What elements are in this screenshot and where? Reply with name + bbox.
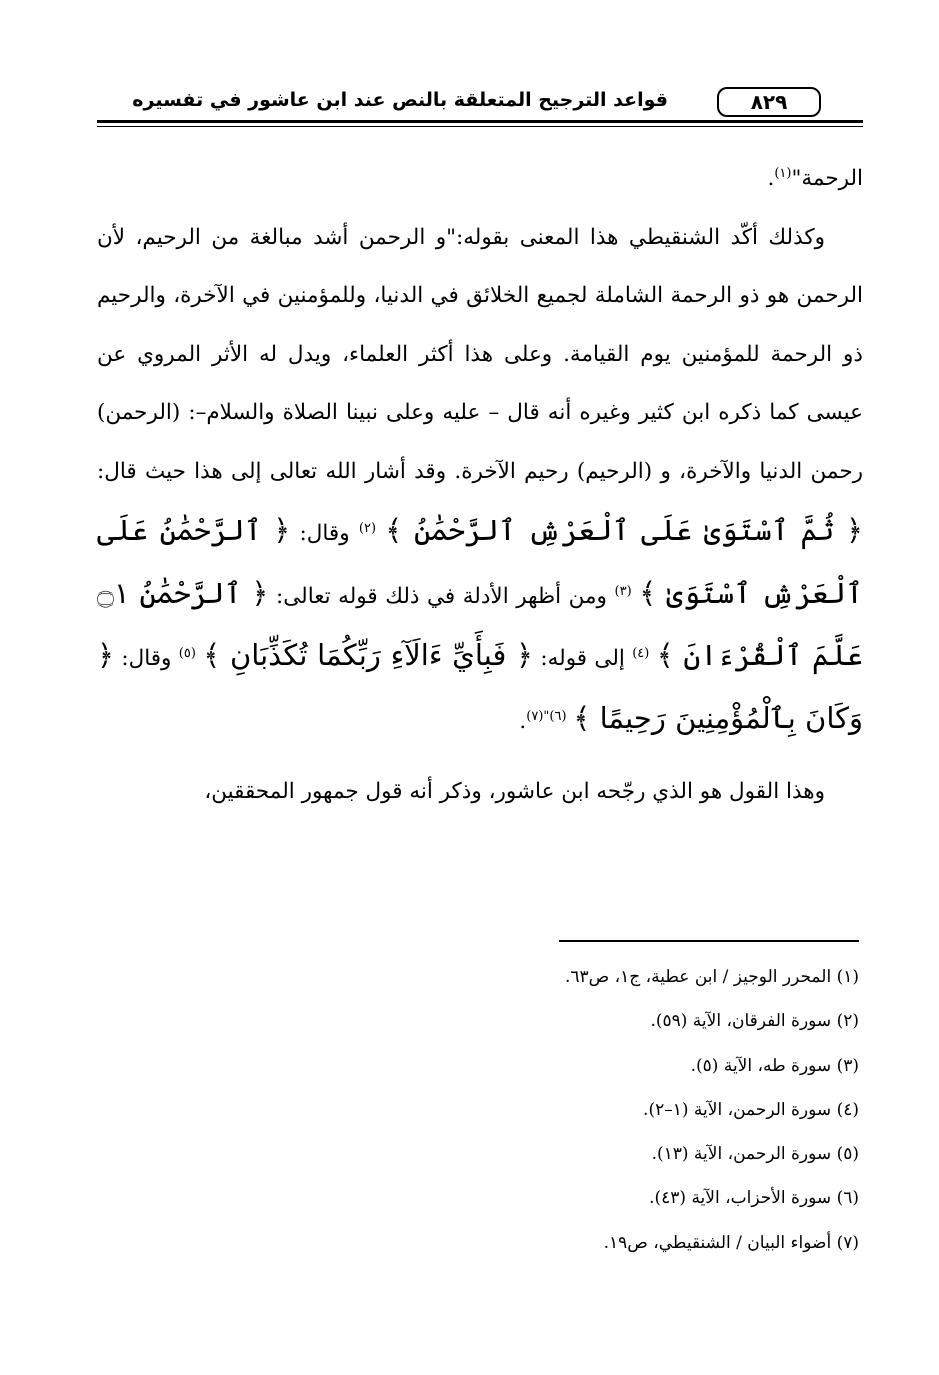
footnote-1: (١) المحرر الوجيز / ابن عطية، ج١، ص٦٣. (564, 967, 859, 987)
paragraph-2-text-a: وكذلك أكّد الشنقيطي هذا المعنى بقوله:"و الرحمن أشد مبالغة من الرحيم، لأن الرحمن هو ذو الرحمة الشاملة لجميع الخلائق في الدنيا، وللمؤمنين في الآخرة، والرحيم ذو الرحمة للمؤمنين يوم القيامة. وعلى هذا أكثر العلماء، ويدل له الأثر المروي عن عيسى كما ذكره ابن كثير وغيره أنه قال – عليه وعلى نبينا الصلاة والسلام–: (الرحمن) رحمن الدنيا والآخرة، و (الرحيم) رحيم الآخرة. وقد أشار الله تعالى إلى هذا حيث قال: (97, 224, 863, 484)
paragraph-1 (97, 150, 863, 209)
quran-verse-4: ﴿ فَبِأَيِّ ءَالَآءِ رَبِّكُمَا تُكَذِّبَانِ ﴾ (203, 638, 534, 672)
header-title: قواعد الترجيح المتعلقة بالنص عند ابن عاشور في تفسيره (132, 89, 668, 111)
footnote-ref-4: (٤) (632, 645, 650, 661)
running-header (97, 86, 863, 134)
paragraph-2-text-d: إلى قوله: (540, 646, 625, 671)
paragraph-2-text-c: ومن أظهر الأدلة في ذلك قوله تعالى: (276, 583, 607, 609)
footnote-4: (٤) سورة الرحمن، الآية (١–٢). (643, 1099, 859, 1120)
footnote-3: (٣) سورة طه، الآية (٥). (690, 1055, 859, 1076)
paragraph-2-end: . (519, 708, 527, 734)
paragraph-3 (97, 763, 863, 822)
header-rule-thin (97, 126, 863, 127)
paragraph-1-end: . (767, 166, 775, 191)
footnote-5: (٥) سورة الرحمن، الآية (١٣). (651, 1144, 859, 1165)
paragraph-3-text: وهذا القول هو الذي رجّحه ابن عاشور، وذكر أنه قول جمهور المحققين، (204, 779, 825, 804)
footnote-6: (٦) سورة الأحزاب، الآية (٤٣). (649, 1188, 859, 1209)
footnote-ref-1: (١) (774, 165, 792, 181)
footnote-ref-6-7: (٦)"(٧) (526, 708, 567, 724)
quran-verse-2: ﴿ ٱلرَّحْمَٰنُ عَلَى ٱلْعَرْشِ ٱسْتَوَىٰ ﴾ (97, 513, 864, 610)
paragraph-2 (97, 209, 863, 752)
header-rule-thick (97, 120, 863, 123)
footnote-ref-2: (٢) (358, 520, 377, 536)
footnote-2: (٢) سورة الفرقان، الآية (٥٩). (650, 1011, 859, 1032)
footnotes (159, 955, 859, 1265)
quran-verse-5: ﴿ وَكَانَ بِٱلْمُؤْمِنِينَ رَحِيمًا ﴾ (97, 638, 863, 735)
page-number: ٨٢٩ (717, 87, 821, 117)
paragraph-2-text-e: وقال: (121, 646, 172, 671)
quran-verse-3: ﴿ ٱلرَّحْمَٰنُ ۝١ عَلَّمَ ٱلْقُرْءَانَ ﴾ (97, 575, 864, 672)
quran-verse-1: ﴿ ثُمَّ ٱسْتَوَىٰ عَلَى ٱلْعَرْشِ ٱلرَّحْمَٰنُ ﴾ (385, 513, 864, 547)
paragraph-1-text: الرحمة" (791, 166, 863, 191)
footnote-separator (559, 940, 859, 942)
paragraph-2-text-b: وقال: (299, 521, 350, 546)
main-text (97, 150, 863, 822)
footnote-7: (٧) أضواء البيان / الشنقيطي، ص١٩. (603, 1232, 859, 1253)
footnote-ref-5: (٥) (178, 645, 196, 661)
footnote-ref-3: (٣) (614, 583, 632, 599)
